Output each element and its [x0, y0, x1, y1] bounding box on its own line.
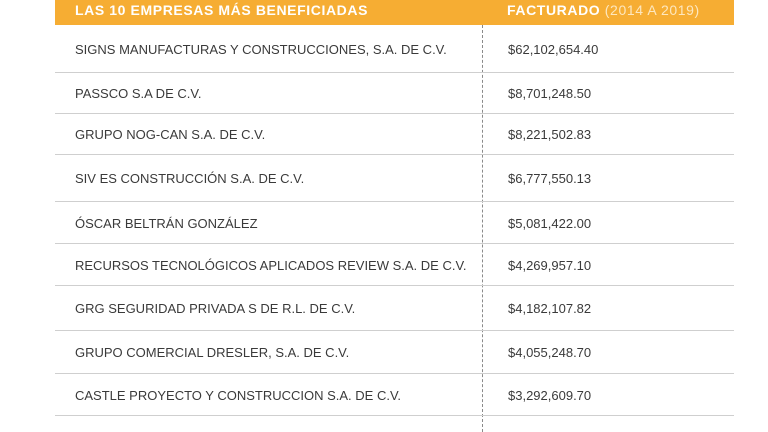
company-name: RECURSOS TECNOLÓGICOS APLICADOS REVIEW S.A. DE C.V.: [75, 257, 467, 273]
table-row: [55, 202, 734, 244]
amount-value: $62,102,654.40: [508, 41, 599, 57]
table-row: [55, 331, 734, 374]
amount-column-header: [507, 0, 700, 20]
amount-value: $6,777,550.13: [508, 171, 592, 186]
amount-column-title: FACTURADO: [507, 2, 601, 18]
amount-value: $5,081,422.00: [508, 215, 592, 231]
amount-value: $4,055,248.70: [508, 345, 592, 360]
table-row: [55, 114, 734, 155]
row-separator: [55, 415, 734, 416]
amount-value: $8,701,248.50: [508, 86, 592, 101]
table-row: [55, 374, 734, 416]
company-name: SIV ES CONSTRUCCIÓN S.A. DE C.V.: [75, 171, 305, 186]
companies-table: [55, 0, 734, 432]
table-row: [55, 25, 734, 73]
table-row: [55, 155, 734, 202]
company-name: SIGNS MANUFACTURAS Y CONSTRUCCIONES, S.A. DE C.V.: [75, 41, 447, 57]
amount-column-period: (2014 A 2019): [604, 2, 700, 18]
table-row: [55, 73, 734, 114]
table-row: [55, 244, 734, 286]
table-header: [55, 0, 734, 25]
company-name: GRUPO COMERCIAL DRESLER, S.A. DE C.V.: [75, 345, 350, 360]
table-row: [55, 286, 734, 331]
company-name: GRUPO NOG-CAN S.A. DE C.V.: [75, 127, 266, 142]
amount-value: $4,182,107.82: [508, 301, 592, 316]
company-name: GRG SEGURIDAD PRIVADA S DE R.L. DE C.V.: [75, 301, 356, 316]
amount-value: $8,221,502.83: [508, 127, 592, 142]
amount-value: $3,292,609.70: [508, 387, 592, 403]
amount-value: $4,269,957.10: [508, 257, 592, 273]
company-name: ÓSCAR BELTRÁN GONZÁLEZ: [75, 215, 258, 231]
company-name: CASTLE PROYECTO Y CONSTRUCCION S.A. DE C.V.: [75, 387, 402, 403]
company-column-header: LAS 10 EMPRESAS MÁS BENEFICIADAS: [75, 2, 369, 18]
company-name: PASSCO S.A DE C.V.: [75, 86, 202, 101]
